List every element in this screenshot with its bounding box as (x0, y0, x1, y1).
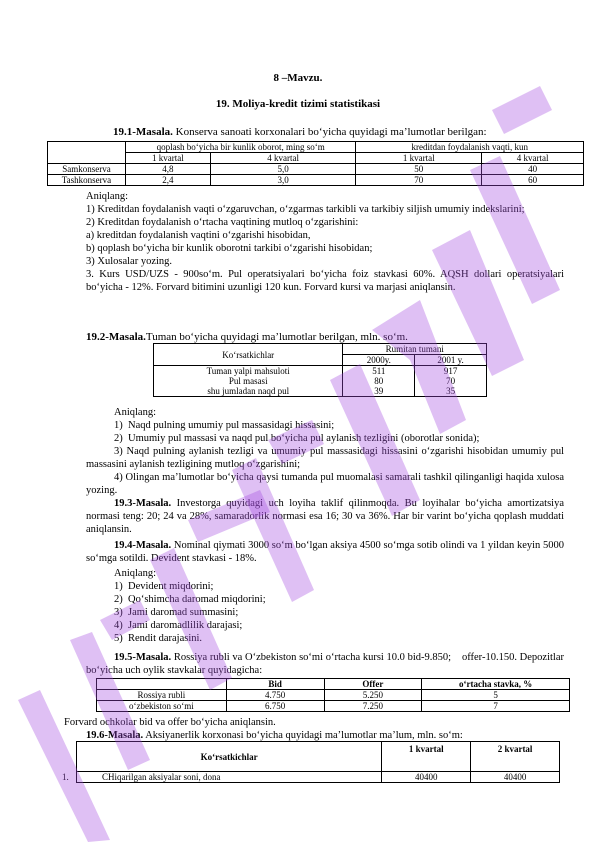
problem-label: 19.6-Masala. (86, 730, 144, 741)
cell-value: 511 (372, 366, 386, 376)
problem-19-1-intro (113, 126, 563, 139)
row-label: Tuman yalpi mahsuloti (206, 366, 290, 376)
text-line: Aniqlang: (114, 568, 156, 579)
table-cell: Rossiya rubli (97, 690, 227, 701)
table-header-cell: Ko‘rsatkichlar (154, 344, 343, 366)
table-cell (343, 366, 415, 397)
table-sub-header: 2001 y. (415, 355, 487, 366)
cell-value: 70 (446, 376, 456, 386)
table-corner-cell (48, 142, 126, 164)
text-line: 3) Xulosalar yozing. (86, 256, 173, 267)
text-line: 2) Umumiy pul massasi va naqd pul bo‘yicha pul aylanish tezligini (oborotlar sonida); (114, 433, 480, 444)
table-row (97, 701, 570, 712)
page-title: 19. Moliya-kredit tizimi statistikasi (215, 98, 381, 110)
table-cell: 40 (482, 164, 584, 175)
table-row (48, 175, 584, 186)
table-cell: 2,4 (125, 175, 210, 186)
table-row (154, 366, 487, 397)
problem-19-1-tasks (86, 190, 564, 294)
table-cell: 40400 (471, 772, 560, 783)
table-19-2 (153, 343, 487, 397)
table-19-6 (76, 741, 560, 783)
text-line: 2) Qo‘shimcha daromad miqdorini; (114, 594, 266, 605)
cell-value: 80 (374, 376, 384, 386)
table-sub-header: 1 kvartal (125, 153, 210, 164)
text-line: 4) Jami daromadlilik darajasi; (114, 620, 243, 631)
problem-19-4-tasks (114, 567, 564, 645)
table-cell: 40400 (382, 772, 471, 783)
table-row (48, 164, 584, 175)
table-cell (415, 366, 487, 397)
table-cell (154, 366, 343, 397)
text-line: 4) Olingan ma’lumotlar bo‘yicha qaysi tumanda pul muomalasi samarali tashkil qilinganligi haqida xulosa yozing. (86, 472, 564, 496)
table-sub-header: 2000y. (343, 355, 415, 366)
table-sub-header: 4 kvartal (482, 153, 584, 164)
cell-value: 917 (443, 366, 458, 376)
table-19-5 (96, 678, 570, 712)
table-cell: 50 (356, 164, 482, 175)
table-cell: 6.750 (226, 701, 324, 712)
table-header-cell: 2 kvartal (471, 742, 560, 772)
row-number: 1. (62, 772, 69, 782)
text-line: b) qoplash bo‘yicha bir kunlik oborotni tarkibi o‘zgarishi hisobidan; (86, 243, 373, 254)
table-header-cell: 1 kvartal (382, 742, 471, 772)
table-header-cell (97, 679, 227, 690)
problem-label: 19.3-Masala. (114, 498, 172, 509)
row-label: Pul masasi (228, 376, 268, 386)
problem-text: Aksiyanerlik korxonasi bo‘yicha quyidagi ma’lumotlar ma’lum, mln. so‘m: (143, 730, 463, 741)
text-line: 1) Kreditdan foydalanish vaqti o‘zgaruvchan, o‘zgarmas tarkibli va tarkibiy siljish umumiy indekslarini; (86, 204, 525, 215)
problem-19-5 (86, 651, 564, 677)
problem-label: 19.4-Masala. (114, 540, 172, 551)
text-line: 3) Jami daromad summasini; (114, 607, 239, 618)
text-line: 3. Kurs USD/UZS - 900so‘m. Pul operatsiyalari bo‘yicha foiz stavkasi 60%. AQSH dollari operatsiyalari bo‘yicha - 12%. Forvard bitimini uzunligi 120 kun. Forvard kursi va marjasi aniqlansin. (86, 269, 564, 293)
row-label: shu jumladan naqd pul (207, 386, 290, 396)
problem-text: Rossiya rubli va O‘zbekiston so‘mi o‘rtacha kursi 10.0 bid-9.850; offer-10.150. Depozitlar bo‘yicha uch oylik stavkalar quyidagicha: (86, 652, 564, 676)
table-cell: Samkonserva (48, 164, 126, 175)
text-line: 1) Devident miqdorini; (114, 581, 214, 592)
problem-text: Konserva sanoati korxonalari bo‘yicha quyidagi ma’lumotlar berilgan: (172, 126, 487, 138)
problem-label: 19.1-Masala. (113, 126, 173, 138)
table-cell: 5 (422, 690, 570, 701)
table-19-1 (47, 141, 584, 186)
text-line: 1) Naqd pulning umumiy pul massasidagi hissasini; (114, 420, 335, 431)
table-sub-header: 4 kvartal (210, 153, 356, 164)
table-row (77, 772, 560, 783)
text-line: Aniqlang: (114, 407, 156, 418)
table-cell: 60 (482, 175, 584, 186)
table-cell: 4,8 (125, 164, 210, 175)
table-cell: 5,0 (210, 164, 356, 175)
problem-text: Investorga quyidagi uch loyiha taklif qilinmoqda. Bu loyihalar bo‘yicha amortizatsiya normasi teng: 20; 24 va 28%, samaradorlik normasi esa 16; 30 va 36%. Har bir varint bo‘yicha qoplash muddati aniqlansin. (86, 498, 564, 535)
text-line: a) kreditdan foydalanish vaqtini o‘zgarishi hisobidan, (86, 230, 311, 241)
table-group-header: kreditdan foydalanish vaqti, kun (356, 142, 584, 153)
problem-label: 19.5-Masala. (114, 652, 172, 663)
problem-label: 19.2-Masala. (86, 331, 146, 343)
problem-19-2-tasks (86, 406, 564, 497)
problem-text: Nominal qiymati 3000 so‘m bo‘lgan aksiya 4500 so‘mga sotib olindi va 1 yildan keyin 5000 so‘mga sotildi. Devident stavkasi - 18%. (86, 540, 564, 564)
table-cell: 70 (356, 175, 482, 186)
text-line: Aniqlang: (86, 191, 128, 202)
table-cell: 7.250 (324, 701, 422, 712)
table-cell: 7 (422, 701, 570, 712)
cell-value: 39 (374, 386, 384, 396)
table-header-cell: Bid (226, 679, 324, 690)
table-sub-header: 1 kvartal (356, 153, 482, 164)
text-line: 2) Kreditdan foydalanish o‘rtacha vaqtining mutloq o‘zgarishini: (86, 217, 359, 228)
table-cell: 3,0 (210, 175, 356, 186)
table-group-header: qoplash bo‘yicha bir kunlik oborot, ming so‘m (125, 142, 356, 153)
table-cell: o‘zbekiston so‘mi (97, 701, 227, 712)
table-cell: 4.750 (226, 690, 324, 701)
table-row (97, 690, 570, 701)
text-line: 5) Rendit darajasini. (114, 633, 203, 644)
problem-19-4 (86, 539, 564, 565)
table-header-cell: Offer (324, 679, 422, 690)
problem-19-3 (86, 497, 564, 536)
table-cell: Tashkonserva (48, 175, 126, 186)
table-cell: 5.250 (324, 690, 422, 701)
problem-19-5-after: Forvard ochkolar bid va offer bo‘yicha aniqlansin. (64, 717, 276, 728)
table-group-header: Rumitan tumani (343, 344, 487, 355)
cell-value: 35 (446, 386, 456, 396)
table-cell: CHiqarilgan aksiyalar soni, dona (77, 772, 382, 783)
topic-heading: 8 –Mavzu. (273, 72, 323, 84)
problem-text: Tuman bo‘yicha quyidagi ma’lumotlar berilgan, mln. so‘m. (145, 331, 408, 343)
table-header-cell: Ko‘rsatkichlar (77, 742, 382, 772)
text-line: 3) Naqd pulning aylanish tezligi va umumiy pul massasidagi hissasini o‘zgarishi hisobidan umumiy pul massasini aylanish tezligining mutloq o‘zgarishini; (86, 446, 564, 470)
table-header-cell: o‘rtacha stavka, % (422, 679, 570, 690)
